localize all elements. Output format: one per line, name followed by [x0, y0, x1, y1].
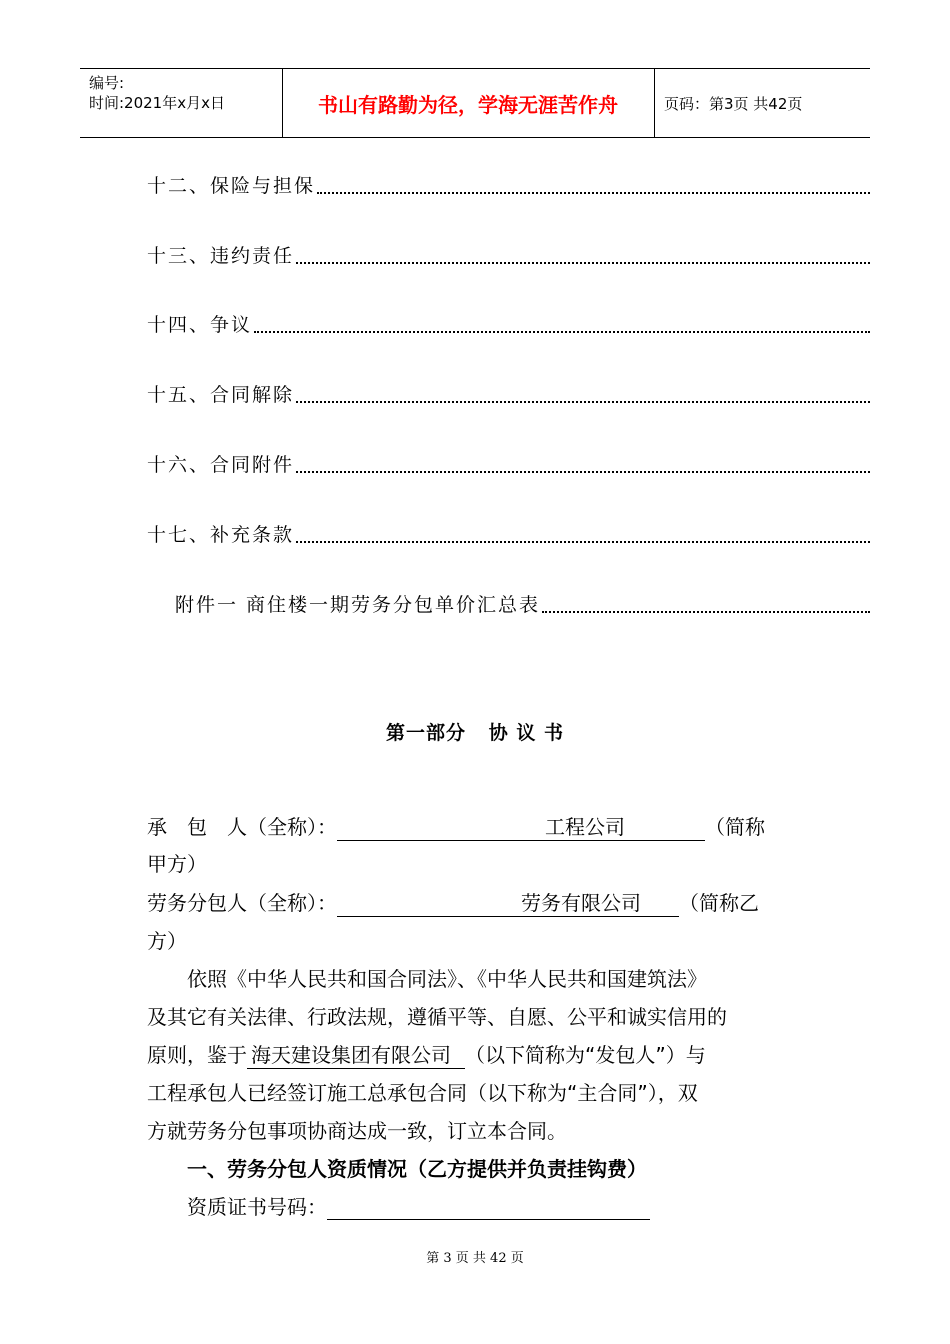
toc-entry-label: 十三、违约责任 — [147, 245, 295, 267]
toc-entry-label: 十七、补充条款 — [147, 524, 295, 546]
toc-entry — [147, 309, 870, 337]
certificate-number-blank — [327, 1195, 650, 1220]
contractor-label: 承 包 人（全称）： — [147, 815, 337, 839]
header-divider — [654, 69, 655, 137]
contractor-suffix: （简称 — [705, 815, 765, 839]
contractor-name: 工程公司 — [337, 811, 705, 841]
toc-leader — [254, 331, 870, 333]
document-time: 时间:2021年x月x日 — [89, 94, 225, 112]
subcontractor-label: 劳务分包人（全称）： — [147, 891, 337, 915]
toc-entry — [147, 379, 870, 407]
certificate-line — [187, 1191, 650, 1220]
toc-entry — [147, 519, 870, 547]
toc-leader — [296, 471, 870, 473]
contractor-line — [147, 811, 765, 841]
toc-entry — [147, 170, 870, 198]
toc-leader — [296, 401, 870, 403]
header-page-info: 页码：第3页 共42页 — [664, 95, 803, 113]
body-line: 及其它有关法律、行政法规，遵循平等、自愿、公平和诚实信用的 — [147, 1005, 727, 1029]
body-text: 原则，鉴于 — [147, 1043, 247, 1067]
toc-entry-label: 十四、争议 — [147, 314, 253, 336]
toc-entry-label: 十六、合同附件 — [147, 454, 295, 476]
certificate-label: 资质证书号码： — [187, 1195, 327, 1219]
page-header — [80, 68, 870, 138]
page-footer: 第 3 页 共 42 页 — [426, 1251, 524, 1266]
subcontractor-suffix: （简称乙 — [679, 891, 759, 915]
contractor-wrap: 甲方） — [147, 852, 207, 876]
toc-leader — [542, 611, 870, 613]
toc-entry — [147, 449, 870, 477]
toc-entry-label: 附件一 商住楼一期劳务分包单价汇总表 — [175, 594, 541, 616]
toc-leader — [296, 262, 870, 264]
employer-name: 海天建设集团有限公司 — [247, 1039, 465, 1069]
body-line — [147, 1039, 706, 1069]
body-line: 工程承包人已经签订施工总承包合同（以下称为“主合同”），双 — [147, 1081, 698, 1105]
clause-heading: 一、劳务分包人资质情况（乙方提供并负责挂钩费） — [187, 1157, 647, 1181]
toc-entry-label: 十二、保险与担保 — [147, 175, 316, 197]
body-line: 方就劳务分包事项协商达成一致，订立本合同。 — [147, 1119, 567, 1143]
body-line: 依照《中华人民共和国合同法》、《中华人民共和国建筑法》 — [187, 967, 707, 991]
body-text: （以下简称为“发包人”）与 — [465, 1043, 706, 1067]
toc-entry-label: 十五、合同解除 — [147, 384, 295, 406]
subcontractor-wrap: 方） — [147, 929, 187, 953]
toc-entry — [147, 240, 870, 268]
subcontractor-name: 劳务有限公司 — [337, 887, 679, 917]
document-number-label: 编号: — [89, 74, 125, 92]
toc-entry-appendix — [175, 589, 870, 617]
header-meta — [89, 73, 225, 113]
subcontractor-line — [147, 887, 759, 917]
toc-leader — [296, 541, 870, 543]
toc-leader — [317, 192, 870, 194]
header-motto: 书山有路勤为径，学海无涯苦作舟 — [318, 92, 618, 117]
section-title: 第一部分 协 议 书 — [385, 722, 565, 744]
